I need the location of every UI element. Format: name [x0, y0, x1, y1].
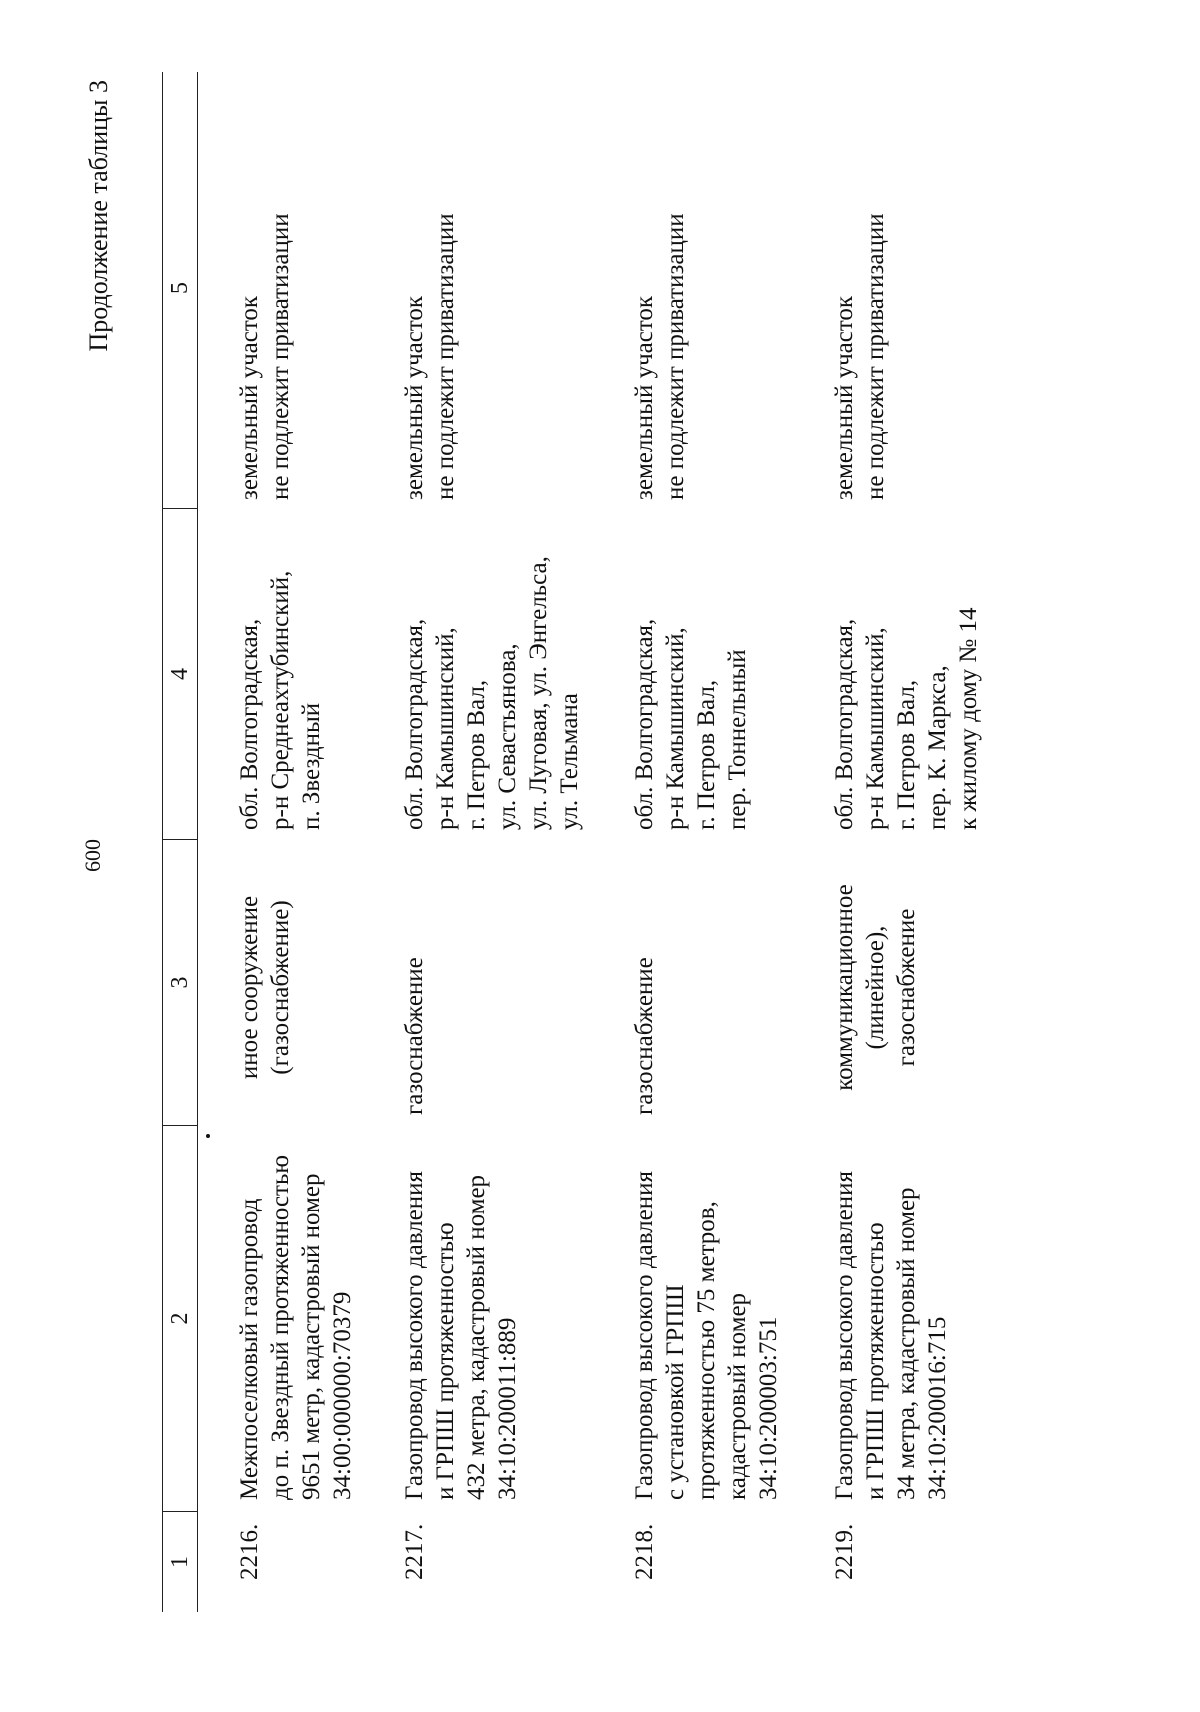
object-note-line: не подлежит приватизации	[662, 213, 689, 500]
page-number: 600	[80, 839, 105, 872]
object-address-line: к жилому дому № 14	[955, 607, 982, 830]
column-header: 2	[163, 1126, 197, 1512]
object-name-line: Газопровод высокого давления	[631, 1171, 658, 1500]
object-note	[399, 72, 619, 512]
object-note-line: земельный участок	[831, 295, 858, 500]
object-name-line: с установкой ГРПШ	[662, 1284, 689, 1500]
row-number: 2219.	[831, 1523, 858, 1580]
object-address-line: п. Звездный	[298, 702, 325, 830]
column-header: 5	[163, 68, 197, 509]
object-purpose-line: газоснабжение	[631, 957, 658, 1115]
object-address-line: г. Петров Вал,	[893, 679, 920, 830]
object-purpose-line: газоснабжение	[401, 957, 428, 1115]
object-address-line: обл. Волгоградская,	[831, 618, 858, 830]
object-purpose-line: газоснабжение	[893, 908, 920, 1067]
row-number: 2216.	[236, 1523, 263, 1580]
object-purpose	[234, 842, 389, 1127]
object-name-line: 432 метра, кадастровый номер	[463, 1174, 490, 1500]
object-address-line: ул. Луговая, ул. Энгельса,	[525, 556, 552, 830]
object-address-line: ул. Тельмана	[556, 693, 583, 830]
object-address	[829, 512, 1019, 842]
object-name-line: кадастровый номер	[724, 1292, 751, 1500]
object-name-line: 34:00:000000:70379	[329, 1291, 356, 1500]
object-name-line: до п. Звездный протяженностью	[267, 1154, 294, 1500]
object-name-line: Межпоселковый газопровод	[236, 1198, 263, 1500]
row-number: 2218.	[631, 1523, 658, 1580]
object-name-line: 34:10:200016:715	[924, 1316, 951, 1500]
object-name-line: и ГРПШ протяженностью	[432, 1222, 459, 1500]
object-purpose-line: коммуникационное	[831, 884, 858, 1091]
object-name-line: протяженностью 75 метров,	[693, 1201, 720, 1500]
object-address-line: р-н Камышинский,	[862, 627, 889, 830]
object-note-line: земельный участок	[631, 295, 658, 500]
object-name-line: 34 метра, кадастровый номер	[893, 1187, 920, 1500]
object-purpose	[829, 842, 1019, 1127]
object-purpose	[399, 842, 619, 1127]
object-purpose-line: иное сооружение	[236, 895, 263, 1080]
object-note-line: земельный участок	[401, 295, 428, 500]
table-row	[399, 72, 619, 1612]
object-address-line: обл. Волгоградская,	[236, 618, 263, 830]
column-header: 1	[167, 1556, 193, 1568]
object-address-line: р-н Камышинский,	[432, 627, 459, 830]
table-row	[829, 72, 1019, 1612]
object-name-line: 34:10:200003:751	[755, 1316, 782, 1500]
object-note	[234, 72, 389, 512]
object-purpose	[629, 842, 819, 1127]
object-note-line: не подлежит приватизации	[432, 213, 459, 500]
object-purpose-line: (газоснабжение)	[267, 900, 294, 1075]
object-address	[629, 512, 819, 842]
object-address-line: пер. Тоннельный	[724, 649, 751, 830]
object-address-line: г. Петров Вал,	[693, 679, 720, 830]
object-name-line: 9651 метр, кадастровый номер	[298, 1173, 325, 1500]
object-name-line: Газопровод высокого давления	[401, 1171, 428, 1500]
object-name-line: Газопровод высокого давления	[831, 1171, 858, 1500]
object-note	[629, 72, 819, 512]
table-row	[234, 72, 389, 1612]
object-name	[399, 1127, 619, 1512]
object-address	[234, 512, 389, 842]
object-address-line: обл. Волгоградская,	[631, 618, 658, 830]
object-address-line: г. Петров Вал,	[463, 679, 490, 830]
object-note-line: земельный участок	[236, 295, 263, 500]
object-address-line: р-н Камышинский,	[662, 627, 689, 830]
object-name	[829, 1127, 1019, 1512]
object-purpose-line: (линейное),	[862, 925, 889, 1050]
object-note-line: не подлежит приватизации	[267, 213, 294, 500]
object-name-line: и ГРПШ протяженностью	[862, 1222, 889, 1500]
column-header: 4	[163, 509, 197, 840]
table-body	[234, 72, 1019, 1612]
table-header-row	[162, 72, 198, 1612]
object-address-line: обл. Волгоградская,	[401, 618, 428, 830]
column-header: 3	[163, 840, 197, 1126]
object-note	[829, 72, 1019, 512]
table-row	[629, 72, 819, 1612]
object-name	[234, 1127, 389, 1512]
object-name-line: 34:10:200011:889	[494, 1317, 521, 1500]
object-address-line: ул. Севастьянова,	[494, 643, 521, 830]
object-address-line: р-н Среднеахтубинский,	[267, 570, 294, 830]
object-address-line: пер. К. Маркса,	[924, 665, 951, 830]
object-address	[399, 512, 619, 842]
table-continuation-label: Продолжение таблицы 3	[84, 80, 113, 352]
property-table	[162, 72, 1019, 1612]
object-note-line: не подлежит приватизации	[862, 213, 889, 500]
object-name	[629, 1127, 819, 1512]
row-number: 2217.	[401, 1523, 428, 1580]
